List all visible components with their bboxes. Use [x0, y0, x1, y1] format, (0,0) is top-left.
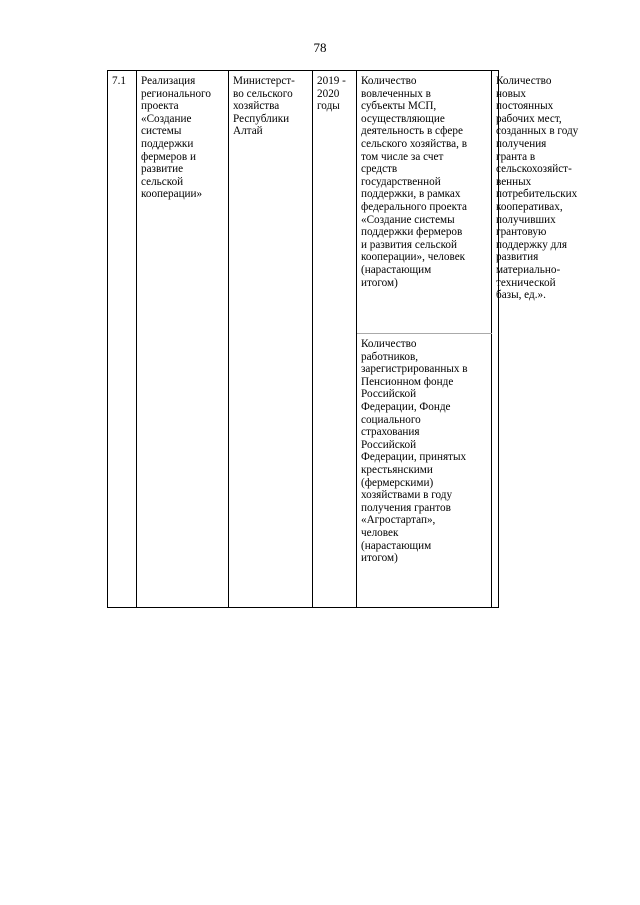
period-cell [313, 71, 357, 608]
result-cell [492, 71, 579, 608]
page-number: 78 [313, 40, 327, 55]
indicator-cell-2 [357, 334, 492, 608]
period-text: 2019 - 2020 годы [317, 75, 346, 113]
row-number: 7.1 [112, 75, 126, 87]
row-number-cell [108, 71, 137, 608]
executor-name: Министерст- во сельского хозяйства Республики Алтай [233, 75, 295, 138]
event-name: Реализация регионального проекта «Создание системы поддержки фермеров и развитие сельской кооперации» [141, 75, 211, 201]
result-text: Количество новых постоянных рабочих мест, созданных в году получения гранта в сельскохозяйст- венных потребительских кооперативах, получивших грантовую поддержку для развития материально- технической базы, ед.». [496, 75, 579, 302]
table-row [108, 71, 499, 334]
indicator-cell-1 [357, 71, 492, 334]
indicator-2-text: Количество работников, зарегистрированных в Пенсионном фонде Российской Федерации, Фонде социального страхования Российской Федерации, принятых крестьянскими (фермерскими) хозяйствами в году получения грантов «Агростартап», человек (нарастающим итогом) [361, 338, 468, 565]
indicator-1-text: Количество вовлеченных в субъекты МСП, осуществляющие деятельность в сфере сельского хозяйства, в том числе за счет средств государственной поддержки, в рамках федерального проекта «Создание системы поддержки фермеров и развития сельской кооперации», человек (нарастающим итогом) [361, 75, 468, 289]
event-cell [137, 71, 229, 608]
executor-cell [229, 71, 313, 608]
measures-table [107, 70, 579, 608]
